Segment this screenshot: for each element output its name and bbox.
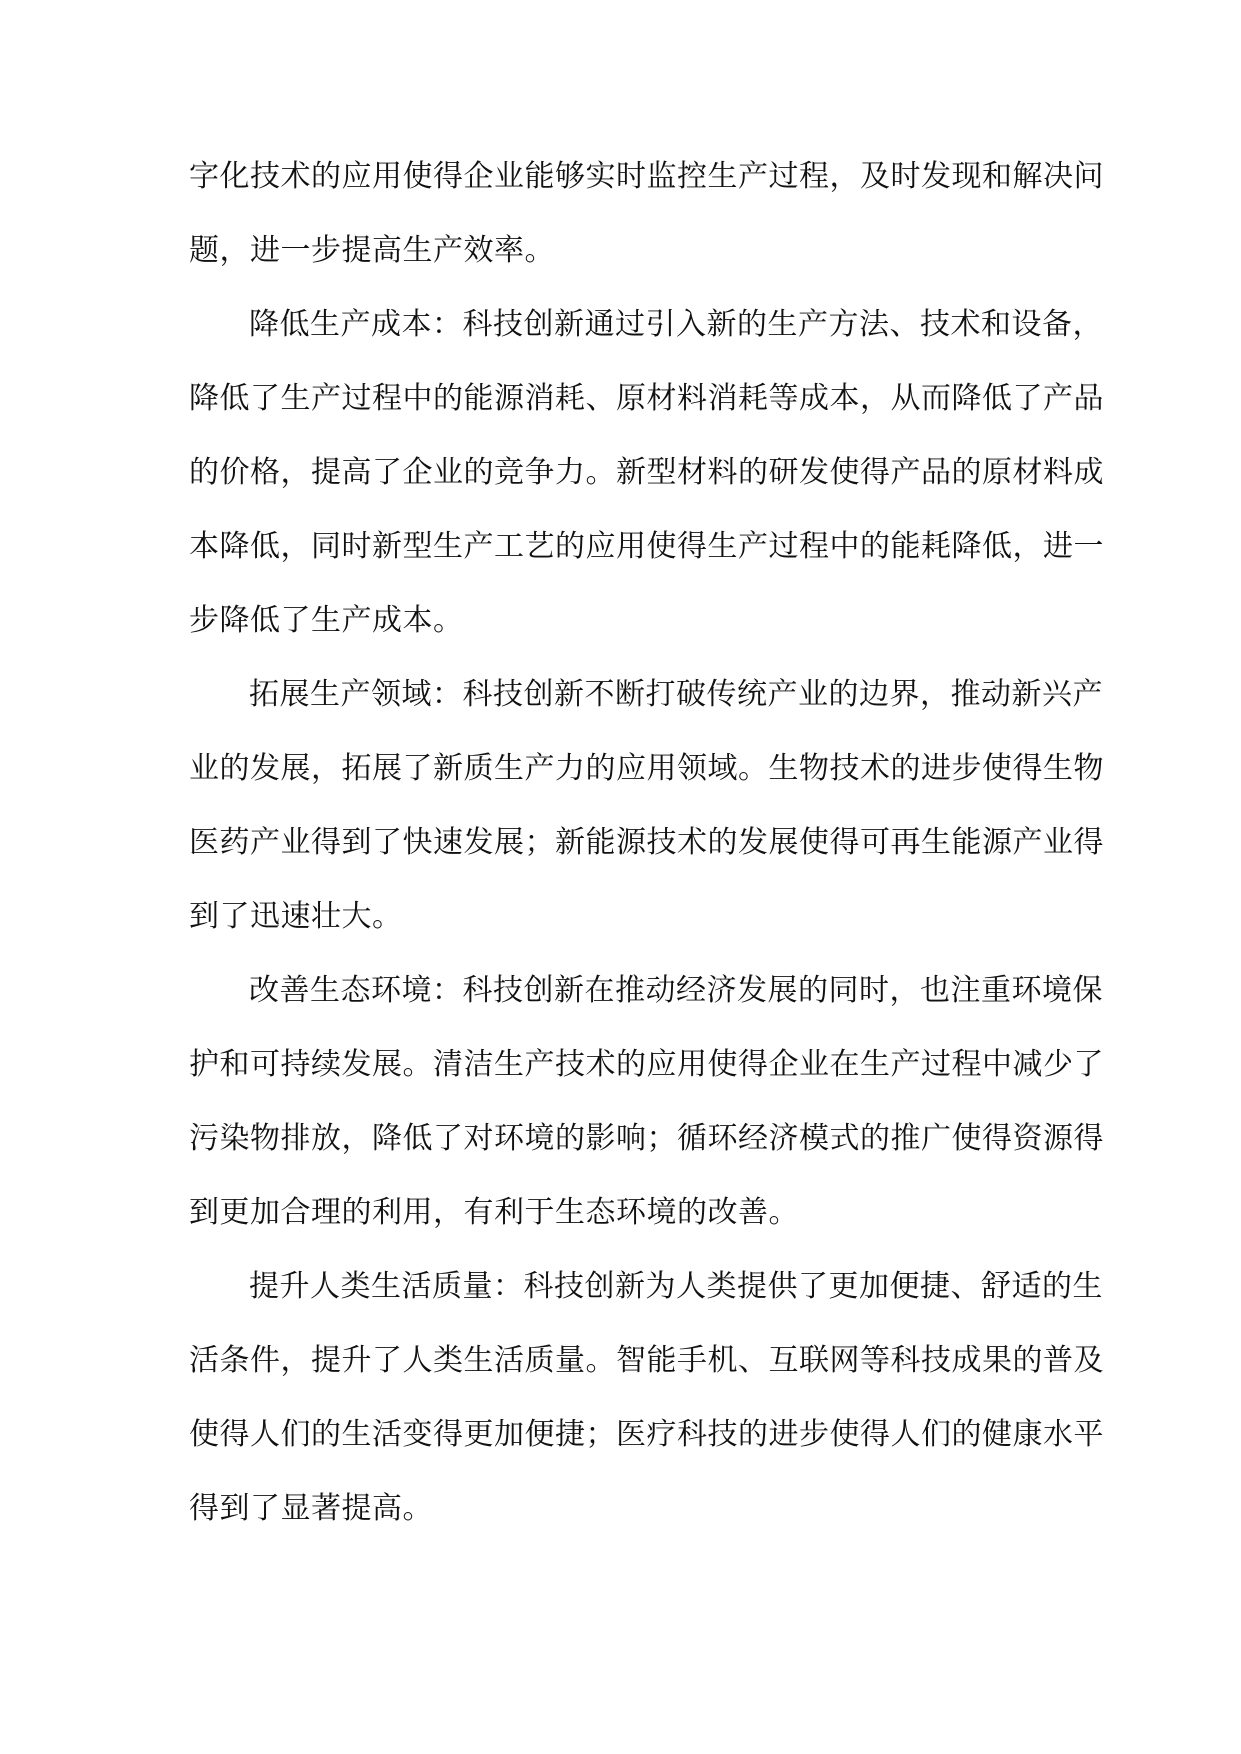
text-line: 拓展生产领域：科技创新不断打破传统产业的边界，推动新兴产: [249, 677, 1103, 712]
text-line: 本降低，同时新型生产工艺的应用使得生产过程中的能耗降低，进一: [189, 529, 1104, 564]
paragraph-reduce-cost: [189, 288, 1104, 658]
document-body: [189, 140, 1104, 1546]
text-line: 字化技术的应用使得企业能够实时监控生产过程，及时发现和解决问: [189, 159, 1104, 194]
text-line: 业的发展，拓展了新质生产力的应用领域。生物技术的进步使得生物: [189, 751, 1104, 786]
text-line: 降低了生产过程中的能源消耗、原材料消耗等成本，从而降低了产品: [189, 381, 1104, 416]
paragraph-continuation: [189, 140, 1104, 288]
text-line: 降低生产成本：科技创新通过引入新的生产方法、技术和设备，: [249, 307, 1103, 342]
paragraph-quality-of-life: [189, 1250, 1104, 1546]
text-line: 步降低了生产成本。: [189, 603, 464, 638]
paragraph-environment: [189, 954, 1104, 1250]
text-line: 的价格，提高了企业的竞争力。新型材料的研发使得产品的原材料成: [189, 455, 1104, 490]
text-line: 到了迅速壮大。: [189, 899, 403, 934]
text-line: 改善生态环境：科技创新在推动经济发展的同时，也注重环境保: [249, 973, 1103, 1008]
paragraph-expand-fields: [189, 658, 1104, 954]
text-line: 污染物排放，降低了对环境的影响；循环经济模式的推广使得资源得: [189, 1121, 1104, 1156]
text-line: 活条件，提升了人类生活质量。智能手机、互联网等科技成果的普及: [189, 1343, 1104, 1378]
text-line: 医药产业得到了快速发展；新能源技术的发展使得可再生能源产业得: [189, 825, 1104, 860]
text-line: 护和可持续发展。清洁生产技术的应用使得企业在生产过程中减少了: [189, 1047, 1104, 1082]
text-line: 题，进一步提高生产效率。: [189, 233, 555, 268]
text-line: 使得人们的生活变得更加便捷；医疗科技的进步使得人们的健康水平: [189, 1417, 1104, 1452]
text-line: 得到了显著提高。: [189, 1491, 433, 1526]
text-line: 到更加合理的利用，有利于生态环境的改善。: [189, 1195, 799, 1230]
text-line: 提升人类生活质量：科技创新为人类提供了更加便捷、舒适的生: [249, 1269, 1103, 1304]
